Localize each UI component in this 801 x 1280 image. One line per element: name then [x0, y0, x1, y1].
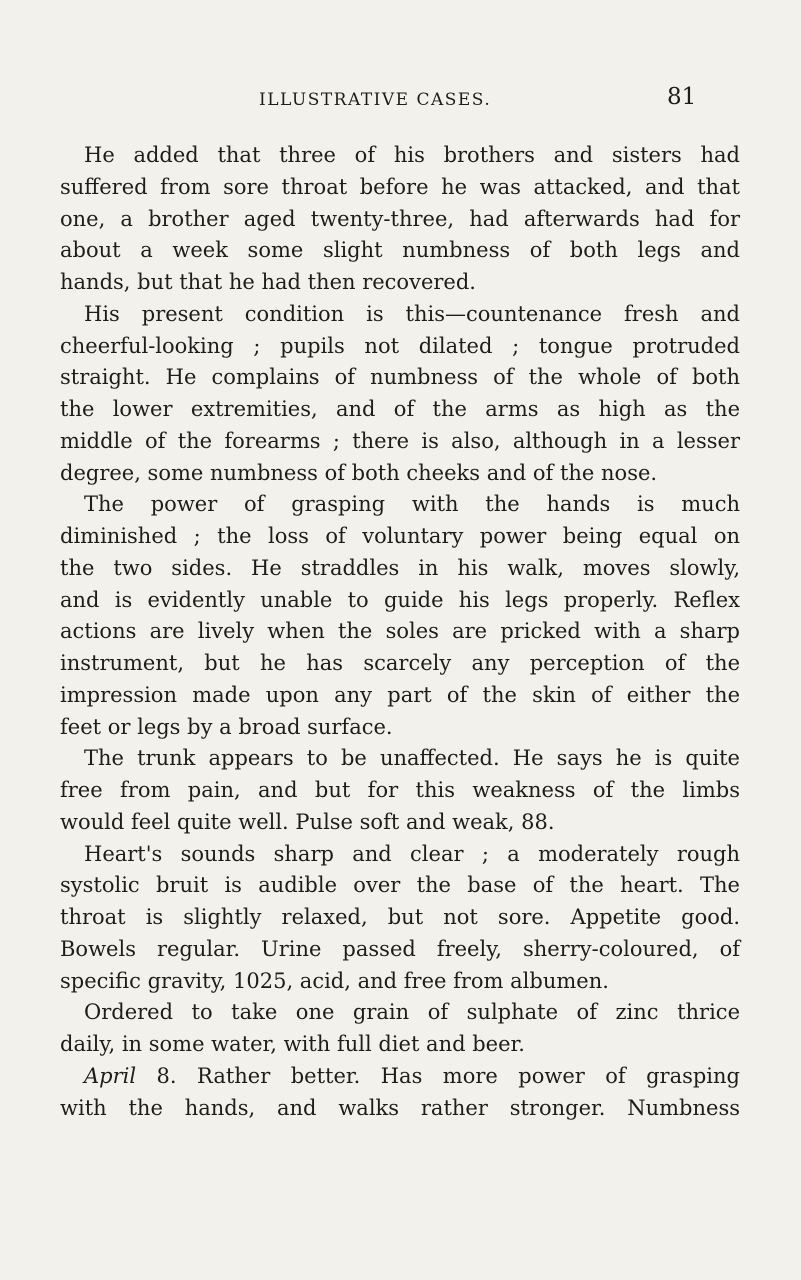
text-line: the lower extremities, and of the arms as high as the	[60, 397, 740, 421]
text-line: diminished ; the loss of voluntary power being equal on	[60, 524, 740, 548]
text-line: impression made upon any part of the skin of either the	[60, 682, 740, 707]
text-line: would feel quite well. Pulse soft and weak, 88.	[60, 809, 555, 834]
text-line: degree, some numbness of both cheeks and of the nose.	[60, 460, 658, 485]
entry-date: April	[84, 1063, 137, 1088]
text-line: with the hands, and walks rather stronger. Numbness	[60, 1095, 740, 1120]
text-line: instrument, but he has scarcely any perception of the	[60, 651, 740, 675]
text-line: straight. He complains of numbness of the whole of both	[60, 365, 740, 390]
text-line: actions are lively when the soles are pricked with a sharp	[60, 619, 740, 644]
text-line: systolic bruit is audible over the base of the heart. The	[60, 873, 740, 898]
text-line: free from pain, and but for this weakness of the limbs	[60, 778, 740, 802]
text-line: about a week some slight numbness of both legs and	[60, 238, 740, 263]
text-line: Ordered to take one grain of sulphate of zinc thrice	[84, 1000, 740, 1025]
text-line: and is evidently unable to guide his legs properly. Reflex	[60, 587, 740, 612]
text-line: one, a brother aged twenty-three, had afterwards had for	[60, 206, 740, 231]
text-line: His present condition is this—countenance fresh and	[84, 301, 740, 326]
running-head: ILLUSTRATIVE CASES.	[259, 90, 492, 110]
page-header	[0, 84, 801, 118]
text-line: the two sides. He straddles in his walk, moves slowly,	[60, 555, 740, 580]
text-line: specific gravity, 1025, acid, and free from albumen.	[60, 968, 609, 993]
text-line	[60, 1061, 740, 1093]
text-line: hands, but that he had then recovered.	[60, 270, 476, 294]
text-line: The power of grasping with the hands is much	[84, 492, 740, 517]
body-text	[60, 140, 740, 1124]
text-line: cheerful-looking ; pupils not dilated ; tongue protruded	[60, 333, 740, 358]
text-line: suffered from sore throat before he was attacked, and that	[60, 174, 740, 199]
text-line: Heart's sounds sharp and clear ; a moderately rough	[84, 841, 740, 866]
page-number: 81	[667, 84, 697, 110]
text-line: daily, in some water, with full diet and beer.	[60, 1032, 525, 1056]
entry-text: 8. Rather better. Has more power of grasping	[136, 1063, 740, 1088]
text-line: The trunk appears to be unaffected. He says he is quite	[84, 746, 740, 771]
text-line: throat is slightly relaxed, but not sore. Appetite good.	[60, 905, 740, 929]
text-line: feet or legs by a broad surface.	[60, 714, 393, 739]
text-line: He added that three of his brothers and sisters had	[84, 143, 740, 167]
text-line: middle of the forearms ; there is also, although in a lesser	[60, 428, 740, 453]
text-line: Bowels regular. Urine passed freely, sherry-coloured, of	[60, 936, 740, 961]
